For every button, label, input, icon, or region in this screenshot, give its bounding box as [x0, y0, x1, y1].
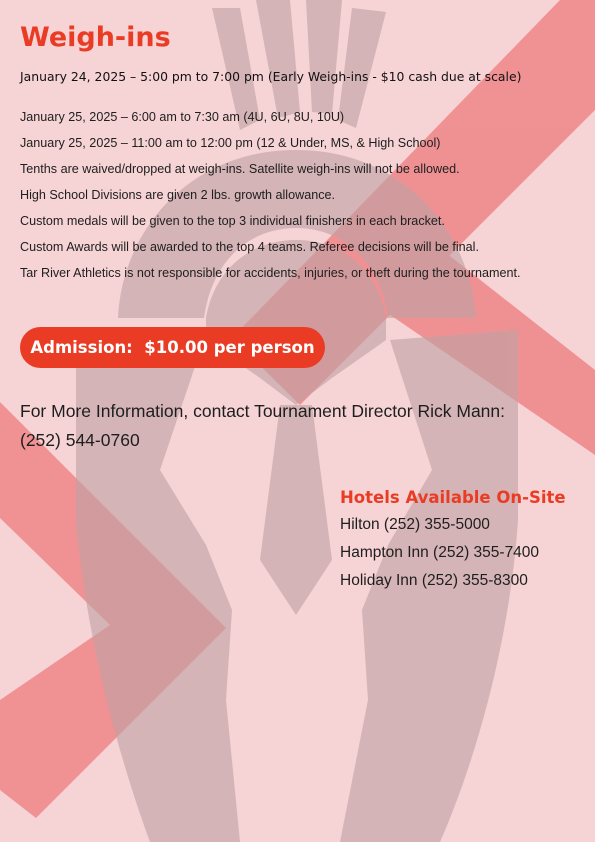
hotel-item: Holiday Inn (252) 355-8300 — [340, 572, 528, 589]
detail-line: Custom Awards will be awarded to the top 4 teams. Referee decisions will be final. — [20, 240, 479, 254]
detail-line: High School Divisions are given 2 lbs. growth allowance. — [20, 188, 336, 202]
page-title: Weigh-ins — [20, 22, 171, 53]
detail-line: Tenths are waived/dropped at weigh-ins. Satellite weigh-ins will not be allowed. — [20, 162, 460, 176]
detail-line: Tar River Athletics is not responsible for accidents, injuries, or theft during the tournament. — [20, 266, 521, 280]
detail-line: January 25, 2025 – 11:00 am to 12:00 pm (12 & Under, MS, & High School) — [20, 136, 441, 150]
detail-line: Custom medals will be given to the top 3 individual finishers in each bracket. — [20, 214, 445, 228]
hotels-title: Hotels Available On-Site — [340, 488, 566, 507]
detail-line: January 25, 2025 – 6:00 am to 7:30 am (4U, 6U, 8U, 10U) — [20, 110, 345, 124]
hotels-section — [340, 485, 580, 595]
early-weigh-in-line: January 24, 2025 – 5:00 pm to 7:00 pm (Early Weigh-ins - $10 cash due at scale) — [20, 69, 522, 84]
hotel-item: Hampton Inn (252) 355-7400 — [340, 544, 540, 561]
admission-badge: Admission: $10.00 per person — [20, 327, 325, 368]
hotel-item: Hilton (252) 355-5000 — [340, 516, 490, 533]
event-details — [20, 104, 565, 286]
contact-info: For More Information, contact Tournament Director Rick Mann: (252) 544-0760 — [20, 401, 506, 450]
